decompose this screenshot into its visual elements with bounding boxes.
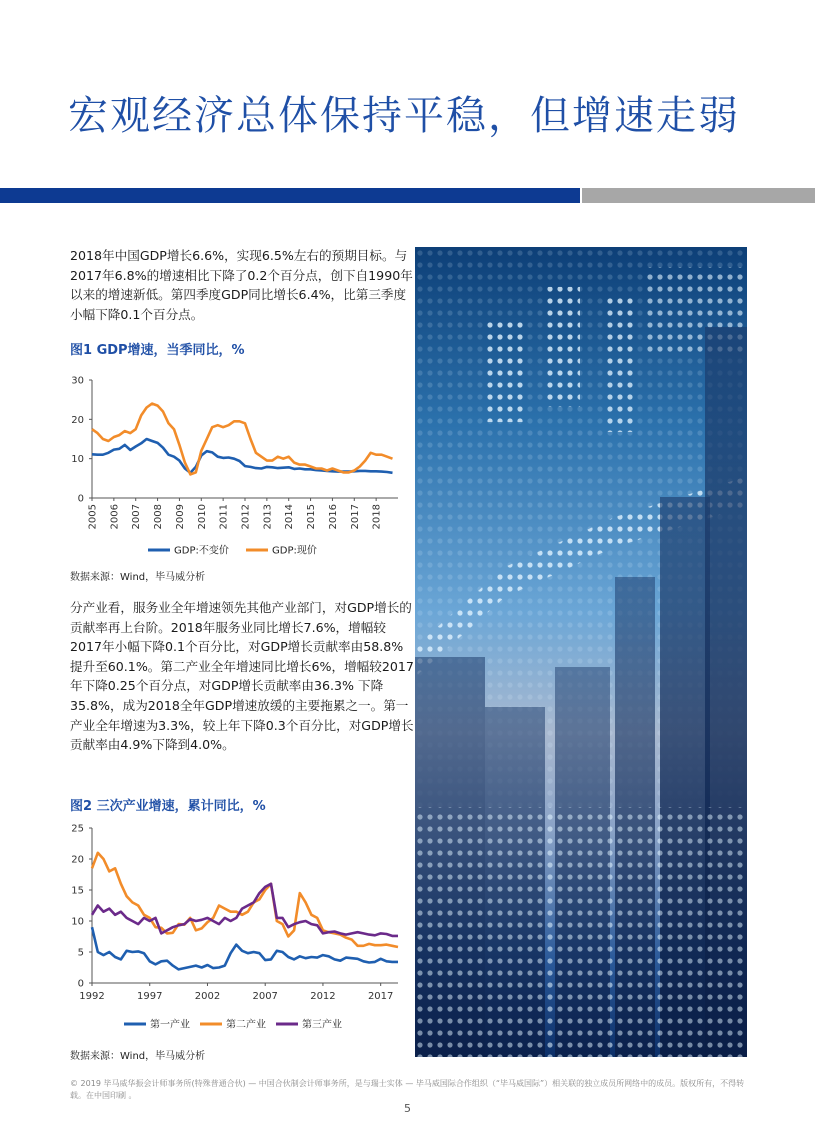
x-tick-label: 2015 xyxy=(306,504,318,530)
figure1-chart xyxy=(62,368,407,563)
header-blue-bar xyxy=(0,188,580,203)
y-tick-label: 20 xyxy=(71,414,84,426)
figure2-chart xyxy=(62,818,407,1040)
legend-label: GDP:不变价 xyxy=(174,545,229,557)
legend-label: 第二产业 xyxy=(226,1019,266,1031)
y-tick-label: 20 xyxy=(71,854,84,866)
paragraph-gdp-overview: 2018年中国GDP增长6.6%，实现6.5%左右的预期目标。与2017年6.8%的增速相比下降了0.2个百分点，创下自1990年以来的增速新低。第四季度GDP同比增长6.4%，比第三季度小幅下降0.1个百分点。 xyxy=(70,248,413,322)
y-tick-label: 25 xyxy=(71,823,84,835)
x-tick-label: 2016 xyxy=(327,504,339,530)
x-tick-label: 1997 xyxy=(137,991,163,1002)
header-grey-bar xyxy=(582,188,815,203)
y-tick-label: 10 xyxy=(71,454,84,466)
x-tick-label: 2007 xyxy=(252,991,278,1002)
y-tick-label: 0 xyxy=(77,978,84,990)
y-tick-label: 0 xyxy=(77,493,84,505)
legend-label: 第三产业 xyxy=(302,1019,342,1031)
figure2-source: 数据来源：Wind，毕马威分析 xyxy=(70,1051,206,1062)
y-tick-label: 10 xyxy=(71,916,84,928)
city-skyline-photo xyxy=(415,247,747,1057)
x-tick-label: 2009 xyxy=(174,504,186,530)
figure2-title: 图2 三次产业增速，累计同比，% xyxy=(70,799,266,814)
page-number: 5 xyxy=(404,1102,411,1115)
x-tick-label: 2002 xyxy=(194,991,221,1002)
series-line xyxy=(92,884,398,936)
x-tick-label: 2006 xyxy=(109,504,121,530)
x-tick-label: 2018 xyxy=(371,504,383,530)
x-tick-label: 2005 xyxy=(87,504,99,530)
page-title: 宏观经济总体保持平稳，但增速走弱 xyxy=(68,93,740,139)
legend-label: 第一产业 xyxy=(150,1019,190,1031)
footer-copyright: © 2019 毕马威华振会计师事务所(特殊普通合伙) — 中国合伙制会计师事务所，是与瑞士实体 — 毕马威国际合作组织（“毕马威国际”）相关联的独立成员所网络中的成员。版权所有，不得转载。在中国印刷 。 xyxy=(70,1079,745,1100)
series-line xyxy=(92,439,393,473)
y-tick-label: 30 xyxy=(71,375,84,387)
x-tick-label: 2008 xyxy=(153,504,165,530)
x-tick-label: 2010 xyxy=(196,504,208,530)
x-tick-label: 2012 xyxy=(310,991,336,1002)
skyline-illustration xyxy=(415,247,747,1057)
x-tick-label: 2013 xyxy=(262,504,274,530)
figure1-title: 图1 GDP增速，当季同比，% xyxy=(70,343,245,358)
figure1-source: 数据来源：Wind，毕马威分析 xyxy=(70,572,206,583)
x-tick-label: 2017 xyxy=(349,504,361,530)
y-tick-label: 5 xyxy=(77,947,84,959)
x-tick-label: 1992 xyxy=(79,991,105,1002)
paragraph-industry-analysis: 分产业看，服务业全年增速领先其他产业部门，对GDP增长的贡献率再上台阶。2018年服务业同比增长7.6%，增幅较2017年小幅下降0.1个百分比，对GDP增长贡献率由58.8%提升至60.1%。第二产业全年增速同比增长6%，增幅较2017年下降0.25个百分点，对GDP增长贡献率由36.3% 下降35.8%，成为2018全年GDP增速放缓的主要拖累之一。第一产业全年增速为3.3%，较上年下降0.3个百分比，对GDP增长贡献率由4.9%下降到4.0%。 xyxy=(70,600,414,753)
y-tick-label: 15 xyxy=(71,885,84,897)
x-tick-label: 2012 xyxy=(240,504,252,530)
legend-label: GDP:现价 xyxy=(272,545,317,557)
x-tick-label: 2014 xyxy=(284,504,296,530)
x-tick-label: 2017 xyxy=(367,991,394,1002)
x-tick-label: 2007 xyxy=(131,504,143,530)
x-tick-label: 2011 xyxy=(218,504,230,530)
